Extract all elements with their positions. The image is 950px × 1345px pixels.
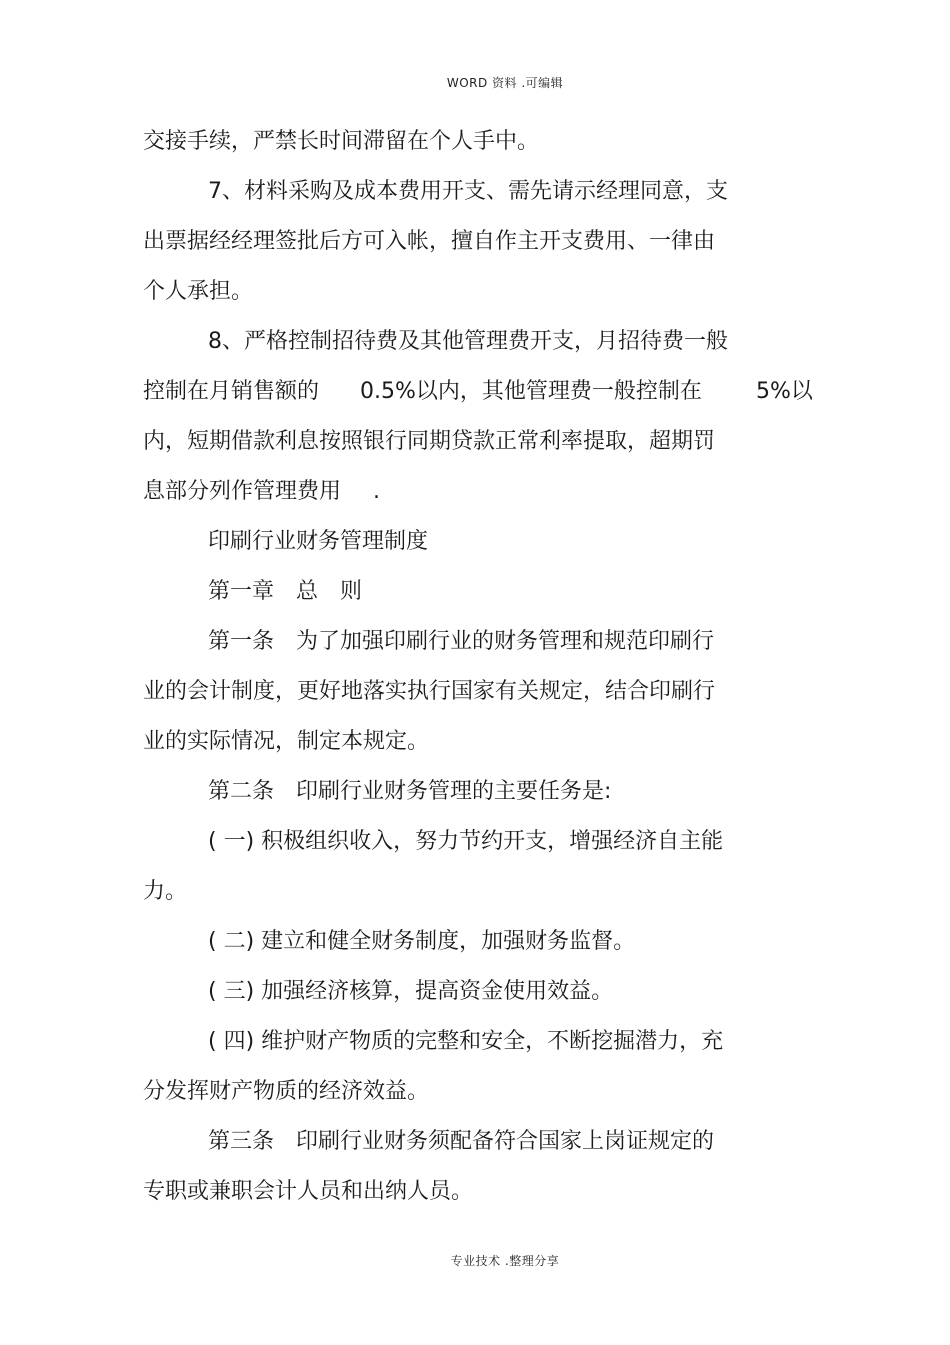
text-line: ( 三) 加强经济核算，提高资金使用效益。: [208, 979, 614, 1004]
text-line: 力。: [143, 879, 188, 904]
text-line-split: [0, 378, 950, 406]
page-header: WORD 资料 .可编辑: [446, 76, 564, 90]
chapter-heading: 第一章 总 则: [208, 579, 363, 604]
text-line: 个人承担。: [143, 279, 254, 304]
text-line: 分发挥财产物质的经济效益。: [143, 1079, 430, 1104]
text-line: 7、材料采购及成本费用开支、需先请示经理同意，支: [208, 179, 728, 204]
text-line: 业的会计制度，更好地落实执行国家有关规定，结合印刷行: [143, 679, 716, 704]
text-segment: 5%以: [756, 379, 813, 404]
text-line: 第三条 印刷行业财务须配备符合国家上岗证规定的: [208, 1129, 715, 1154]
text-line: 交接手续，严禁长时间滞留在个人手中。: [143, 129, 540, 154]
text-line: ( 一) 积极组织收入，努力节约开支，增强经济自主能: [208, 829, 724, 854]
section-title: 印刷行业财务管理制度: [208, 529, 429, 554]
text-line: 第二条 印刷行业财务管理的主要任务是:: [208, 779, 612, 804]
text-line: ( 二) 建立和健全财务制度，加强财务监督。: [208, 929, 636, 954]
text-segment: 息部分列作管理费用: [143, 479, 342, 504]
text-line: 8、严格控制招待费及其他管理费开支，月招待费一般: [208, 329, 728, 354]
text-segment: 控制在月销售额的: [143, 379, 320, 404]
text-line: 出票据经经理签批后方可入帐，擅自作主开支费用、一律由: [143, 229, 716, 254]
text-segment: 0.5%以内，其他管理费一般控制在: [360, 379, 702, 404]
text-line: 内，短期借款利息按照银行同期贷款正常利率提取，超期罚: [143, 429, 716, 454]
text-line: 业的实际情况，制定本规定。: [143, 729, 430, 754]
page-footer: 专业技术 .整理分享: [450, 1254, 560, 1268]
text-line: 专职或兼职会计人员和出纳人员。: [143, 1179, 474, 1204]
text-segment: .: [373, 479, 380, 504]
text-line: ( 四) 维护财产物质的完整和安全，不断挖掘潜力，充: [208, 1029, 724, 1054]
text-line-split: [0, 478, 950, 506]
text-line: 第一条 为了加强印刷行业的财务管理和规范印刷行: [208, 629, 715, 654]
